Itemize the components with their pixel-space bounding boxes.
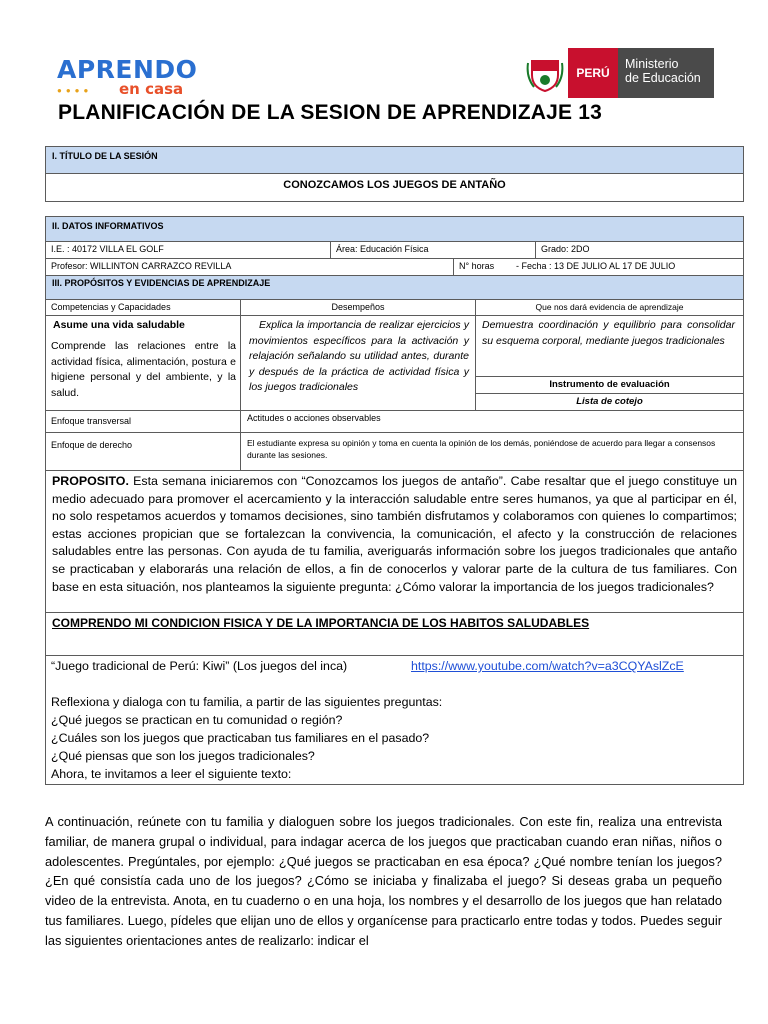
- grado-value: Grado: 2DO: [541, 244, 590, 254]
- evidencia-text: Demuestra coordinación y equilibrio para consolidar su esquema corporal, mediante juegos tradicionales: [482, 319, 735, 347]
- ministerio-logo: [522, 48, 714, 98]
- col-header-desempenos-text: Desempeños: [331, 302, 385, 312]
- reflexiona-text: Reflexiona y dialoga con tu familia, a partir de las siguientes preguntas:: [51, 695, 443, 709]
- col-header-desempenos: [240, 299, 476, 316]
- instrumento-label: Instrumento de evaluación: [549, 379, 670, 390]
- page-title: PLANIFICACIÓN DE LA SESION DE APRENDIZAJE 13: [58, 101, 602, 124]
- enfoque-transversal-label: Enfoque transversal: [51, 416, 132, 426]
- reflection-list: [51, 693, 442, 783]
- instrumento-value-cell: [475, 393, 744, 411]
- enfoque-transversal-value: Actitudes o acciones observables: [247, 413, 381, 423]
- video-title: “Juego tradicional de Perú: Kiwi” (Los juegos del inca): [51, 659, 348, 673]
- section-1-label: I. TÍTULO DE LA SESIÓN: [52, 151, 158, 161]
- ie-cell: [45, 241, 331, 259]
- horas-label: N° horas: [459, 261, 495, 271]
- col-header-evidencia-text: Que nos dará evidencia de aprendizaje: [535, 302, 684, 312]
- proposito-paragraph: [46, 471, 743, 596]
- fecha-cell: [453, 258, 744, 276]
- logo-main-text: APRENDO: [57, 55, 198, 84]
- desempeno-cell: [240, 315, 476, 411]
- proposito-box: [45, 470, 744, 613]
- fecha-value: - Fecha : 13 DE JULIO AL 17 DE JULIO: [516, 261, 676, 271]
- col-header-competencias-text: Competencias y Capacidades: [51, 302, 171, 312]
- competencia-title: Asume una vida saludable: [53, 319, 185, 331]
- ie-value: I.E. : 40172 VILLA EL GOLF: [51, 244, 164, 254]
- enfoque-derecho-value-cell: [240, 432, 744, 471]
- escudo-icon: [526, 53, 564, 93]
- logo-sub-text: en casa: [119, 80, 184, 98]
- profesor-cell: [45, 258, 454, 276]
- section-1-header: [45, 146, 744, 174]
- question-2: ¿Cuáles son los juegos que practicaban tus familiares en el pasado?: [51, 731, 430, 745]
- question-3: ¿Qué piensas que son los juegos tradicionales?: [51, 749, 315, 763]
- enfoque-transversal-label-cell: [45, 410, 241, 433]
- col-header-competencias: [45, 299, 241, 316]
- desempeno-text: Explica la importancia de realizar ejercicios y movimientos específicos para la activación y relajación señalando su utilidad antes, durante y después de la práctica de actividad física y los juegos tradicionales: [249, 319, 469, 393]
- comprendo-heading: COMPRENDO MI CONDICION FISICA Y DE LA IMPORTANCIA DE LOS HABITOS SALUDABLES: [52, 616, 590, 630]
- instrumento-value: Lista de cotejo: [576, 396, 643, 407]
- ministry-line-1: Ministerio: [625, 57, 679, 71]
- instrumento-label-cell: [475, 376, 744, 394]
- section-3-header: [45, 275, 744, 300]
- section-2-header: [45, 216, 744, 242]
- proposito-text: Esta semana iniciaremos con “Conozcamos los juegos de antaño”. Cabe resaltar que el juego constituye un medio adecuado para promover el acercamiento y la interacción saludable entre seres humanos, ya que al participar en él, no solo respetamos acuerdos y tomamos decisiones, sino también disfrutamos y colaboramos con quienes lo compartimos; estas acciones propician que se fortalezcan la convivencia, la comunicación, el afecto y la construcción de relaciones saludables entre las personas. Con ayuda de tu familia, averiguarás información sobre los juegos tradicionales que antaño se practicaban y elaborarás una relación de ellos, a fin de conocerlos y valorar parte de la cultura de tus familiares. Con base en esta situación, nos planteamos la siguiente pregunta: ¿Cómo valorar la importancia de los juegos tradicionales?: [52, 474, 737, 594]
- closing-paragraph: A continuación, reúnete con tu familia y dialoguen sobre los juegos tradicionales. Con este fin, realiza una entrevista familiar, de manera grupal o individual, para indagar acerca de los juegos que practicaban cuando eran niñas, niños o adolescentes. Pregúntales, por ejemplo: ¿Qué juegos se practicaban en esa época? ¿Qué nombre tenían los juegos? ¿En qué consistía cada uno de los juegos? ¿Cómo se iniciaba y finalizaba el juego? Si deseas graba un pequeño video de la entrevista. Anota, en tu cuaderno o en una hoja, los nombres y el desarrollo de los juegos que han relatado tus familiares. Luego, pídeles que elijan uno de ellos y organícense para practicarlo entre todas y todos. Puedes seguir las siguientes orientaciones antes de realizarlo: indicar el: [45, 814, 722, 948]
- ministry-line-2: de Educación: [625, 71, 701, 85]
- section-3-label: III. PROPÓSITOS Y EVIDENCIAS DE APRENDIZAJE: [52, 278, 271, 288]
- profesor-value: Profesor: WILLINTON CARRAZCO REVILLA: [51, 261, 232, 271]
- invite-text: Ahora, te invitamos a leer el siguiente texto:: [51, 767, 292, 781]
- section-2-label: II. DATOS INFORMATIVOS: [52, 221, 164, 231]
- area-cell: [330, 241, 536, 259]
- enfoque-derecho-label: Enfoque de derecho: [51, 440, 133, 450]
- col-header-evidencia: [475, 299, 744, 316]
- enfoque-derecho-value: El estudiante expresa su opinión y toma en cuenta la opinión de los demás, poniéndose de acuerdo para llegar a consensos durante las sesiones.: [247, 438, 716, 460]
- proposito-label: PROPOSITO.: [52, 474, 129, 488]
- video-link[interactable]: https://www.youtube.com/watch?v=a3CQYAslZcE: [411, 659, 684, 673]
- grado-cell: [535, 241, 744, 259]
- session-title: CONOZCAMOS LOS JUEGOS DE ANTAÑO: [283, 179, 506, 191]
- area-value: Área: Educación Física: [336, 244, 429, 254]
- activity-box: [45, 655, 744, 785]
- aprendo-en-casa-logo: [47, 53, 198, 98]
- competencia-cell: [45, 315, 241, 411]
- ministry-label: [618, 48, 714, 98]
- question-1: ¿Qué juegos se practican en tu comunidad o región?: [51, 713, 343, 727]
- logo-dots-decoration: ●●●●: [57, 86, 93, 95]
- session-title-cell: [45, 173, 744, 202]
- capacidad-text: Comprende las relaciones entre la actividad física, alimentación, postura e higiene personal y del ambiente, y la salud.: [51, 340, 236, 399]
- comprendo-box: [45, 612, 744, 656]
- peru-label: PERÚ: [568, 48, 618, 98]
- enfoque-transversal-value-cell: [240, 410, 744, 433]
- evidencia-cell: [475, 315, 744, 377]
- enfoque-derecho-label-cell: [45, 432, 241, 471]
